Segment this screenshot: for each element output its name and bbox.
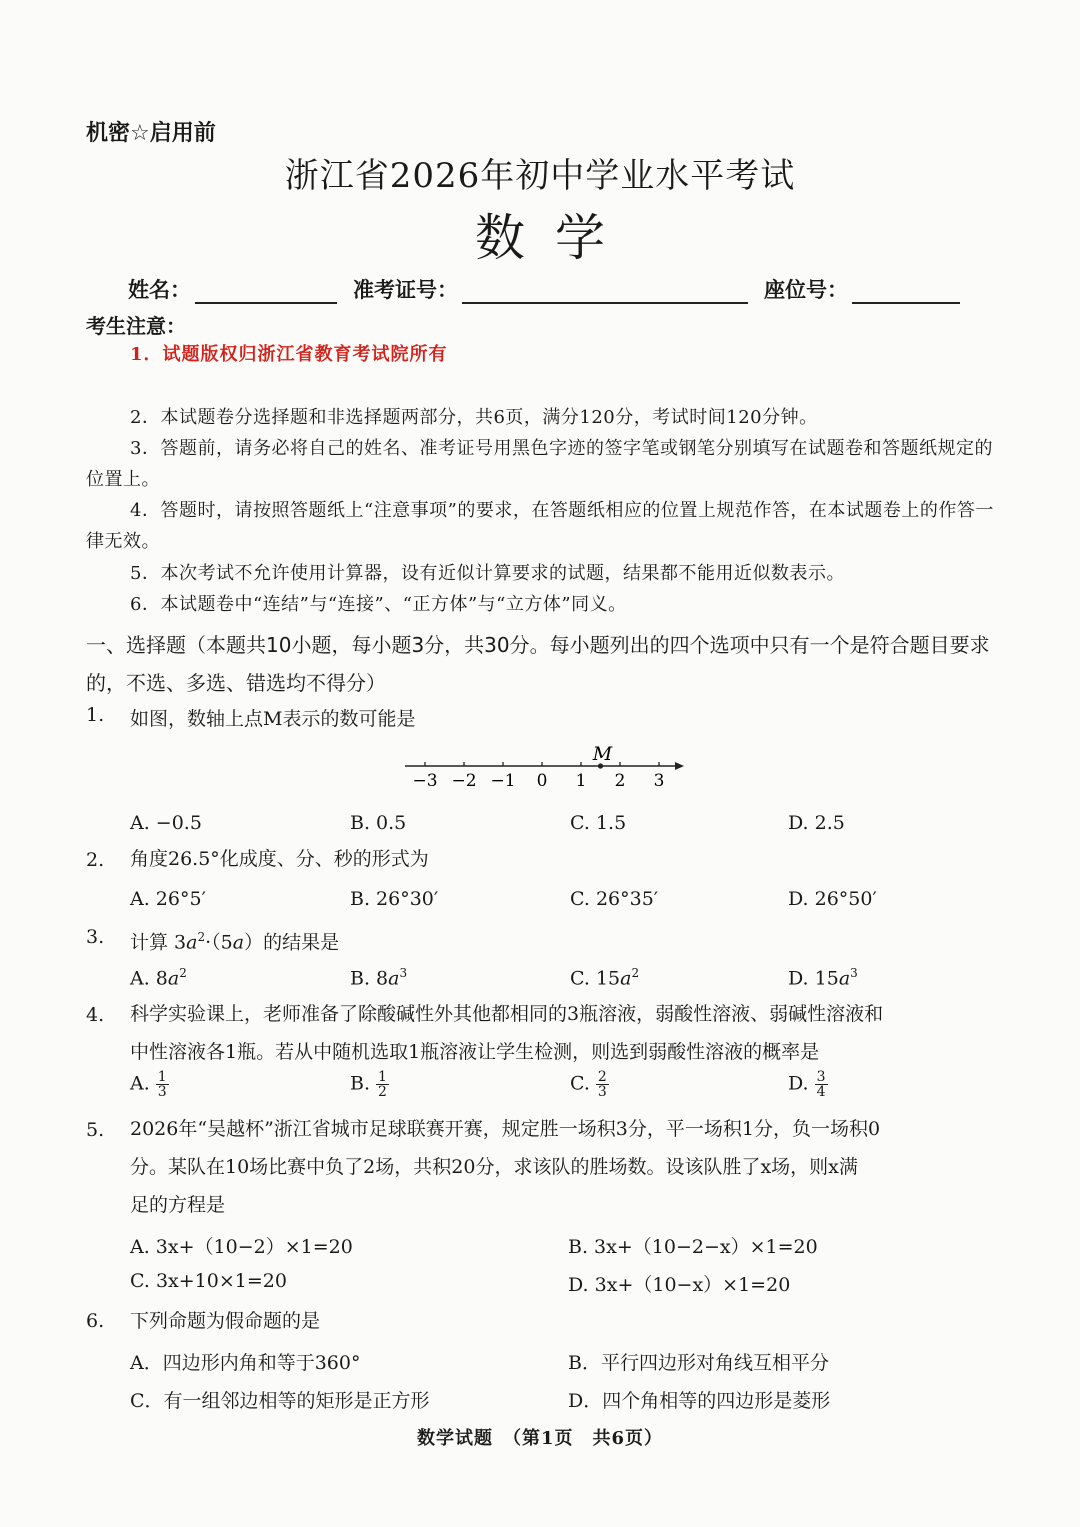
q5-option-b[interactable]: B. 3x+（10−2−x）×1=20 [568,1236,818,1258]
notice-item-5: 5．本次考试不允许使用计算器，设有近似计算要求的试题，结果都不能用近似数表示。 [130,563,845,584]
q4-line-2: 中性溶液各1瓶。若从中随机选取1瓶溶液让学生检测，则选到弱酸性溶液的概率是 [130,1041,820,1063]
q3-stem: 计算 $3a^2\cdot(5a)$的结果是 [130,930,340,954]
point-m-label: M [592,743,613,765]
page-footer: 数学试题 （第1页 共6页） [416,1428,664,1449]
q4-option-a[interactable]: A. $\frac{1}{3}$ [130,1069,167,1100]
q4-line-1: 科学实验课上，老师准备了除酸碱性外其他都相同的3瓶溶液，弱酸性溶液、弱碱性溶液和 [130,1003,884,1025]
q5-line-2: 分。某队在10场比赛中负了2场，共积20分，求该队的胜场数。设该队胜了x场，则x满 [130,1156,858,1178]
subject-title: 数学 [475,209,635,267]
exam-no-blank[interactable] [462,280,748,304]
name-label: 姓名： [128,278,191,302]
number-line [400,738,690,794]
notice-item-6: 6．本试题卷中“连结”与“连接”、“正方体”与“立方体”同义。 [130,594,627,615]
number-line-tick-label: 1 [575,771,587,791]
q1-option-d[interactable]: D. 2.5 [788,812,845,834]
q5-option-d[interactable]: D. 3x+（10−x）×1=20 [568,1274,791,1296]
q6-number: 6. [86,1310,105,1332]
q1-number: 1. [86,704,105,726]
candidate-fields [128,274,976,304]
section-heading: 一、选择题（本题共10小题，每小题3分，共30分。每小题列出的四个选项中只有一个是符合题目要求的，不选、多选、错选均不得分） [86,633,990,695]
q4-number: 4. [86,1004,105,1026]
number-line-tick-label: 3 [653,771,665,791]
notice-item-3: 3．答题前，请务必将自己的姓名、准考证号用黑色字迹的签字笔或钢笔分别填写在试题卷和答题纸规定的位置上。 [86,438,993,490]
number-line-tick-label: −2 [451,771,477,791]
q1-option-b[interactable]: B. 0.5 [350,812,407,834]
q1-stem: 如图，数轴上点M表示的数可能是 [130,708,416,730]
q2-option-c[interactable]: C. 26°35′ [570,888,659,910]
confidential-mark: 机密☆启用前 [86,121,216,146]
q1-option-a[interactable]: A. −0.5 [130,812,202,834]
q2-stem: 角度26.5°化成度、分、秒的形式为 [130,848,429,870]
q5-number: 5. [86,1119,105,1141]
q2-option-d[interactable]: D. 26°50′ [788,888,877,910]
notice-item-1: 1．试题版权归浙江省教育考试院所有 [130,344,448,365]
q5-line-3: 足的方程是 [130,1194,226,1216]
q3-option-b[interactable]: B. $8a^3$ [350,966,408,990]
q2-option-a[interactable]: A. 26°5′ [130,888,206,910]
q4-option-b[interactable]: B. $\frac{1}{2}$ [350,1069,387,1100]
notice-item-2: 2．本试题卷分选择题和非选择题两部分，共6页，满分120分，考试时间120分钟。 [130,407,818,428]
number-line-tick-label: −1 [490,771,516,791]
q2-number: 2. [86,849,105,871]
seat-label: 座位号： [764,278,848,302]
number-line-tick-label: −3 [412,771,438,791]
q6-stem: 下列命题为假命题的是 [130,1310,321,1332]
number-line-arrow [675,762,684,770]
number-line-tick-label: 0 [536,771,548,791]
q3-option-c[interactable]: C. $15a^2$ [570,966,640,990]
q1-option-c[interactable]: C. 1.5 [570,812,627,834]
number-line-tick-label: 2 [614,771,626,791]
q3-option-a[interactable]: A. $8a^2$ [130,966,187,990]
q4-option-d[interactable]: D. $\frac{3}{4}$ [788,1069,826,1100]
q5-option-a[interactable]: A. 3x+（10−2）×1=20 [130,1236,353,1258]
q5-option-c[interactable]: C. 3x+10×1=20 [130,1270,287,1292]
q4-option-c[interactable]: C. $\frac{2}{3}$ [570,1069,607,1100]
exam-title: 浙江省2026年初中学业水平考试 [284,156,796,196]
q6-option-a[interactable]: A．四边形内角和等于360° [130,1352,361,1374]
q3-option-d[interactable]: D. $15a^3$ [788,966,858,990]
q5-line-1: 2026年“吴越杯”浙江省城市足球联赛开赛，规定胜一场积3分，平一场积1分，负一场积0 [130,1118,881,1140]
q2-option-b[interactable]: B. 26°30′ [350,888,439,910]
q3-number: 3. [86,926,105,948]
notice-item-4: 4．答题时，请按照答题纸上“注意事项”的要求，在答题纸相应的位置上规范作答，在本试题卷上的作答一律无效。 [86,500,994,552]
notice-title: 考生注意： [86,314,186,338]
q6-option-c[interactable]: C．有一组邻边相等的矩形是正方形 [130,1390,430,1412]
seat-blank[interactable] [852,280,960,304]
name-blank[interactable] [195,280,337,304]
q6-option-d[interactable]: D．四个角相等的四边形是菱形 [568,1390,831,1412]
q6-option-b[interactable]: B．平行四边形对角线互相平分 [568,1352,829,1374]
exam-no-label: 准考证号： [353,278,458,302]
